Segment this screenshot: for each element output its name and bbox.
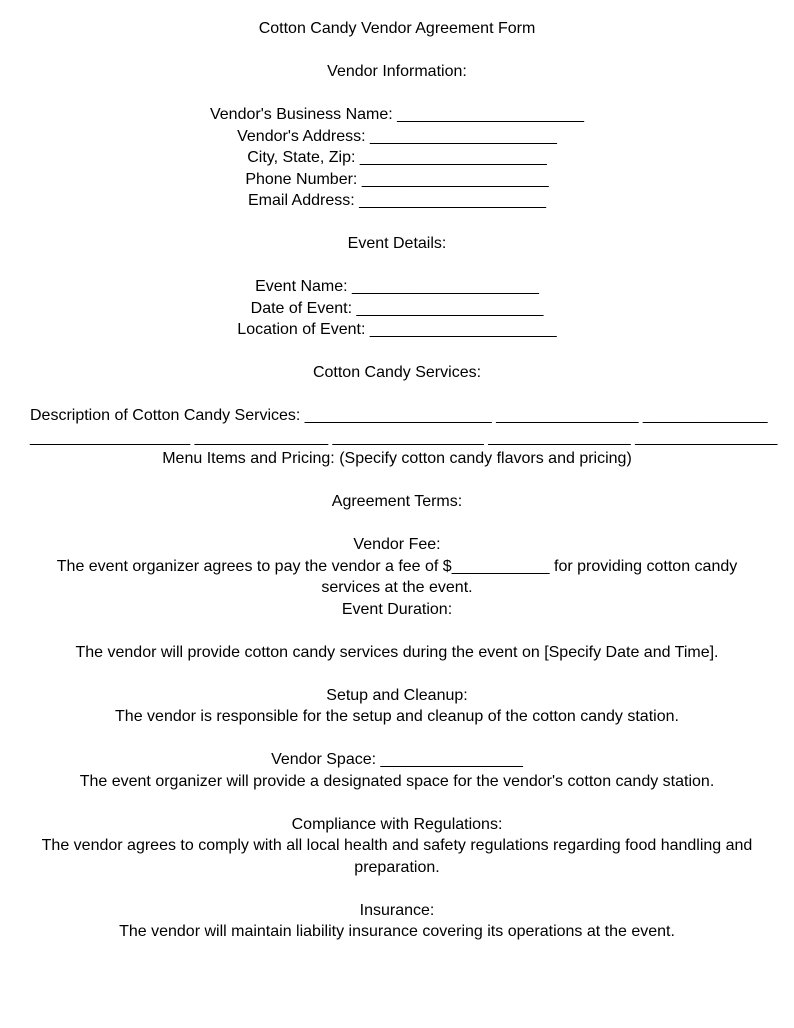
insurance-text: The vendor will maintain liability insurance covering its operations at the event. xyxy=(119,923,675,940)
phone-number-field[interactable]: Phone Number: _____________________ xyxy=(245,170,549,188)
spacer xyxy=(30,384,764,406)
spacer xyxy=(30,212,764,234)
spacer xyxy=(30,728,764,750)
spacer xyxy=(30,878,764,900)
insurance-heading: Insurance: xyxy=(359,901,435,919)
spacer xyxy=(30,663,764,685)
vendor-info-heading: Vendor Information: xyxy=(327,63,467,80)
event-duration-text: The vendor will provide cotton candy services during the event on [Specify Date and Time]. xyxy=(75,643,719,661)
email-address-field[interactable]: Email Address: _____________________ xyxy=(247,192,547,209)
vendor-fee-heading: Vendor Fee: xyxy=(353,536,441,553)
event-name-field[interactable]: Event Name: _____________________ xyxy=(255,278,539,295)
business-name-field[interactable]: Vendor's Business Name: _____________________ xyxy=(209,106,584,123)
vendor-space-field[interactable]: Vendor Space: ________________ xyxy=(271,751,523,768)
setup-cleanup-text: The vendor is responsible for the setup and cleanup of the cotton candy station. xyxy=(115,708,679,725)
services-heading: Cotton Candy Services: xyxy=(312,364,482,381)
setup-cleanup-heading: Setup and Cleanup: xyxy=(326,686,468,704)
services-description-continuation[interactable]: __________________ _______________ _________________ ________________ ________________ xyxy=(30,428,778,446)
spacer xyxy=(30,341,764,363)
vendor-space-text: The event organizer will provide a designated space for the vendor's cotton candy station. xyxy=(79,772,715,790)
city-state-zip-field[interactable]: City, State, Zip: _____________________ xyxy=(247,149,547,166)
services-description-field[interactable]: Description of Cotton Candy Services: _____________________ ________________ ______________ xyxy=(30,407,768,424)
compliance-text: The vendor agrees to comply with all local health and safety regulations regarding food handling and preparation. xyxy=(41,837,753,876)
spacer xyxy=(30,792,764,814)
event-date-field[interactable]: Date of Event: _____________________ xyxy=(250,299,544,317)
form-title: Cotton Candy Vendor Agreement Form xyxy=(258,20,536,37)
event-location-field[interactable]: Location of Event: _____________________ xyxy=(237,321,557,338)
vendor-fee-text[interactable]: The event organizer agrees to pay the vendor a fee of $___________ for providing cotton candy services at the event. xyxy=(56,557,738,596)
event-details-heading: Event Details: xyxy=(347,235,447,252)
vendor-address-field[interactable]: Vendor's Address: _____________________ xyxy=(237,127,557,145)
agreement-terms-heading: Agreement Terms: xyxy=(331,493,463,510)
spacer xyxy=(30,470,764,492)
spacer xyxy=(30,40,764,62)
spacer xyxy=(30,513,764,535)
menu-pricing-text: Menu Items and Pricing: (Specify cotton candy flavors and pricing) xyxy=(162,450,632,467)
compliance-heading: Compliance with Regulations: xyxy=(291,815,503,833)
event-duration-heading: Event Duration: xyxy=(341,600,453,618)
spacer xyxy=(30,620,764,642)
spacer xyxy=(30,83,764,105)
spacer xyxy=(30,255,764,277)
